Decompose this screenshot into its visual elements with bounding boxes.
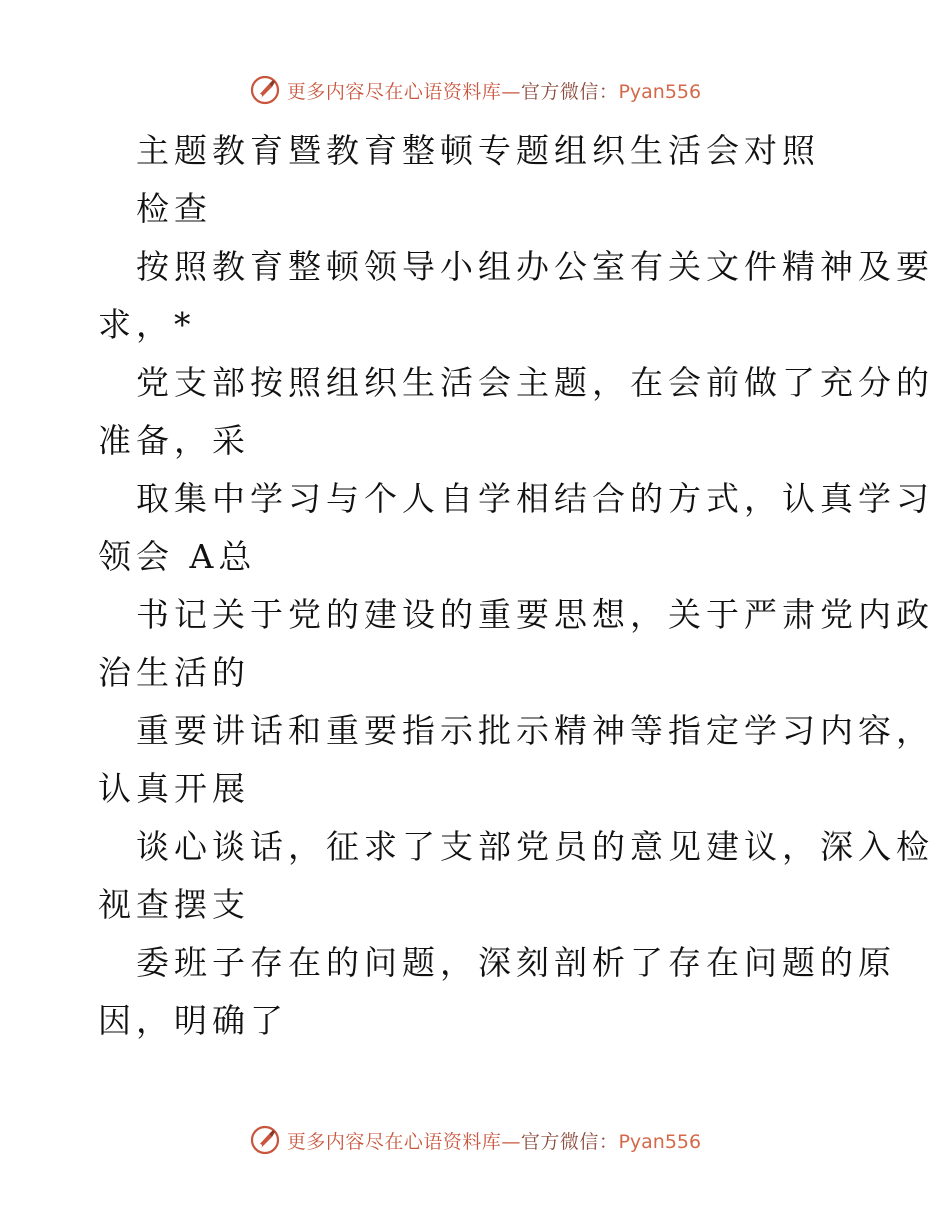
- document-title-line-1: 主题教育暨教育整顿专题组织生活会对照: [136, 131, 820, 170]
- watermark-wechat-id: Pyan556: [618, 80, 702, 103]
- paragraph-line: 因，明确了: [98, 1001, 288, 1040]
- paragraph-line: 书记关于党的建设的重要思想，关于严肃党内政: [136, 595, 934, 634]
- watermark-wechat-id: Pyan556: [618, 1130, 702, 1153]
- pen-nib-logo-icon: [249, 1124, 281, 1156]
- watermark-text: [287, 77, 701, 104]
- paragraph-line: 领会 A总: [98, 537, 257, 576]
- footer-watermark: [0, 1122, 950, 1158]
- paragraph-line: 求，*: [98, 305, 196, 344]
- paragraph-line: 取集中学习与个人自学相结合的方式，认真学习: [136, 479, 934, 518]
- watermark-separator: —: [501, 1130, 521, 1153]
- paragraph-line: 按照教育整顿领导小组办公室有关文件精神及要: [136, 247, 934, 286]
- document-body: [98, 122, 934, 1050]
- pen-nib-logo-icon: [249, 74, 281, 106]
- paragraph-line: 重要讲话和重要指示批示精神等指定学习内容，: [136, 711, 934, 750]
- paragraph-line: 治生活的: [98, 653, 250, 692]
- paragraph-line: 认真开展: [98, 769, 250, 808]
- watermark-official-label: 官方微信：: [520, 80, 619, 103]
- header-watermark: [0, 72, 950, 108]
- paragraph-line: 视查摆支: [98, 885, 250, 924]
- paragraph-line: 委班子存在的问题，深刻剖析了存在问题的原: [136, 943, 896, 982]
- watermark-main: 更多内容尽在心语资料库: [286, 1130, 502, 1153]
- paragraph-line: 党支部按照组织生活会主题，在会前做了充分的: [136, 363, 934, 402]
- watermark-main: 更多内容尽在心语资料库: [286, 80, 502, 103]
- watermark-text: [287, 1127, 701, 1154]
- document-title-line-2: 检查: [136, 189, 212, 228]
- watermark-official-label: 官方微信：: [520, 1130, 619, 1153]
- paragraph-line: 准备，采: [98, 421, 250, 460]
- paragraph-line: 谈心谈话，征求了支部党员的意见建议，深入检: [136, 827, 934, 866]
- watermark-separator: —: [501, 80, 521, 103]
